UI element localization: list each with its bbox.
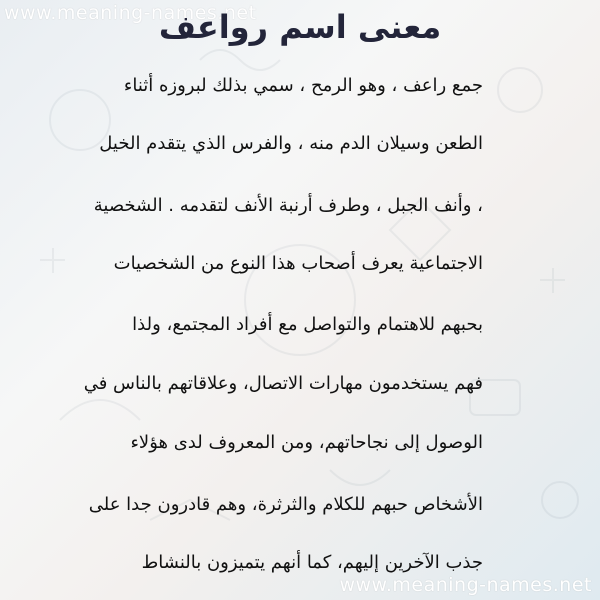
body-line-1: جمع راعف ، وهو الرمح ، سمي بذلك لبروزه أثناء (123, 75, 483, 96)
body-line-5: بحبهم للاهتمام والتواصل مع أفراد المجتمع، ولذا (132, 314, 483, 335)
body-line-8: الأشخاص حبهم للكلام والثرثرة، وهم قادرون جدا على (88, 494, 483, 515)
body-line-4: الاجتماعية يعرف أصحاب هذا النوع من الشخصيات (113, 253, 483, 274)
body-line-6: فهم يستخدمون مهارات الاتصال، وعلاقاتهم بالناس في (83, 373, 483, 394)
body-line-2: الطعن وسيلان الدم منه ، والفرس الذي يتقدم الخيل (99, 133, 483, 154)
page-title: معنى اسم رواعف (158, 8, 442, 46)
body-line-3: ، وأنف الجبل ، وطرف أرنبة الأنف لتقدمه . الشخصية (93, 195, 483, 216)
body-line-9: جذب الآخرين إليهم، كما أنهم يتميزون بالنشاط (141, 552, 483, 573)
body-line-7: الوصول إلى نجاحاتهم، ومن المعروف لدى هؤلاء (130, 432, 483, 453)
watermark-bottom: www.meaning-names.net (339, 574, 592, 596)
watermark-top: www.meaning-names.net (4, 2, 257, 24)
